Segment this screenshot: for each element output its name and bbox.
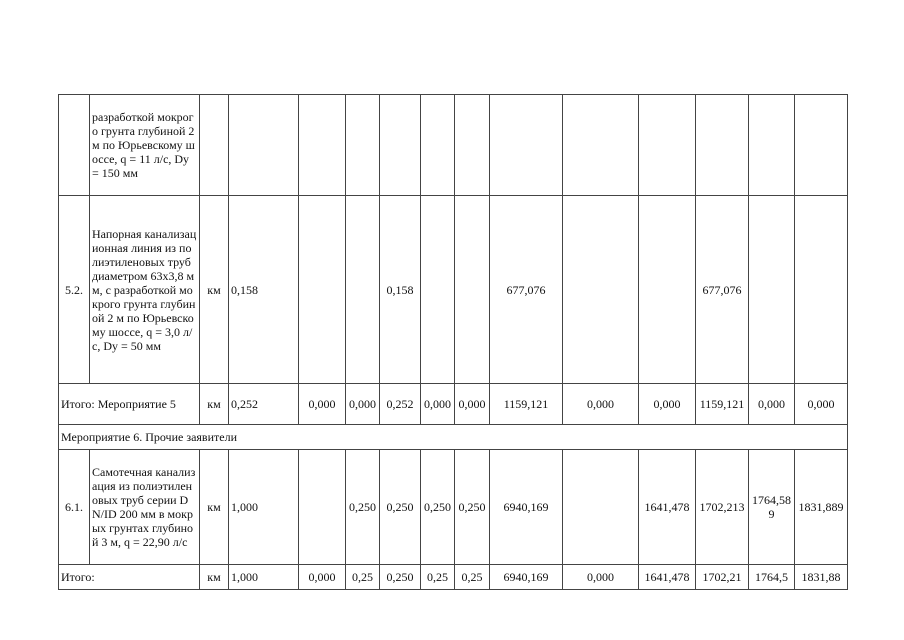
data-cell: 0,252 [229,384,299,425]
data-cell: 0,252 [380,384,421,425]
data-cell [639,95,696,196]
table-row [59,450,848,565]
data-cell: 0,250 [421,450,455,565]
data-cell: 0,25 [455,565,490,590]
data-cell [490,95,563,196]
data-cell [380,95,421,196]
data-cell: 0,000 [749,384,795,425]
data-cell: 0,000 [563,565,639,590]
data-cell: 1159,121 [490,384,563,425]
data-cell: 0,158 [380,196,421,384]
data-cell [346,196,380,384]
data-cell: 1702,21 [696,565,749,590]
data-cell [455,95,490,196]
data-cell: 0,000 [346,384,380,425]
data-cell: 1,000 [229,565,299,590]
data-cell: 0,000 [563,384,639,425]
row-description: разработкой мокрого грунта глубиной 2 м по Юрьевскому шоссе, q = 11 л/с, Dy = 150 мм [90,95,200,196]
data-cell: 0,250 [380,565,421,590]
data-cell [639,196,696,384]
data-cell: 0,000 [421,384,455,425]
data-cell [421,95,455,196]
data-cell [421,196,455,384]
data-cell: 1831,88 [795,565,848,590]
data-cell: 1,000 [229,450,299,565]
data-cell: 0,000 [299,565,346,590]
data-cell: 0,250 [455,450,490,565]
section-title: Мероприятие 6. Прочие заявители [59,425,848,450]
data-cell [795,95,848,196]
row-number: 6.1. [59,450,90,565]
data-cell [749,95,795,196]
data-cell [346,95,380,196]
table-row-total [59,384,848,425]
row-number [59,95,90,196]
data-cell: 1159,121 [696,384,749,425]
table-row [59,196,848,384]
data-cell [455,196,490,384]
data-cell: 6940,169 [490,450,563,565]
data-cell [229,95,299,196]
data-cell [696,95,749,196]
unit-cell: км [200,565,229,590]
data-cell: 0,250 [346,450,380,565]
data-cell: 0,000 [639,384,696,425]
section-row [59,425,848,450]
data-cell [299,196,346,384]
data-cell: 0,000 [795,384,848,425]
data-cell: 1702,213 [696,450,749,565]
unit-cell: км [200,384,229,425]
data-cell [299,95,346,196]
table-row-total [59,565,848,590]
data-cell: 1764,5 [749,565,795,590]
total-label: Итого: [59,565,200,590]
unit-cell: км [200,450,229,565]
data-cell [563,95,639,196]
data-cell: 1641,478 [639,565,696,590]
data-cell: 1641,478 [639,450,696,565]
data-cell: 0,25 [346,565,380,590]
data-cell: 0,000 [299,384,346,425]
data-cell: 1831,889 [795,450,848,565]
data-cell: 0,000 [455,384,490,425]
data-cell [563,196,639,384]
data-cell: 677,076 [696,196,749,384]
measures-table [58,94,848,590]
data-cell: 0,25 [421,565,455,590]
data-cell: 6940,169 [490,565,563,590]
data-cell [299,450,346,565]
unit-cell [200,95,229,196]
data-cell: 677,076 [490,196,563,384]
total-label: Итого: Мероприятие 5 [59,384,200,425]
data-cell [749,196,795,384]
row-description: Самотечная канализация из полиэтиленовых труб серии DN/ID 200 мм в мокрых грунтах глубиной 3 м, q = 22,90 л/с [90,450,200,565]
data-cell [795,196,848,384]
data-cell [563,450,639,565]
data-cell: 1764,589 [749,450,795,565]
unit-cell: км [200,196,229,384]
table-row [59,95,848,196]
row-number: 5.2. [59,196,90,384]
row-description: Напорная канализационная линия из полиэтиленовых труб диаметром 63х3,8 мм, с разработкой мокрого грунта глубиной 2 м по Юрьевскому шоссе, q = 3,0 л/с, Dy = 50 мм [90,196,200,384]
data-cell: 0,158 [229,196,299,384]
data-cell: 0,250 [380,450,421,565]
